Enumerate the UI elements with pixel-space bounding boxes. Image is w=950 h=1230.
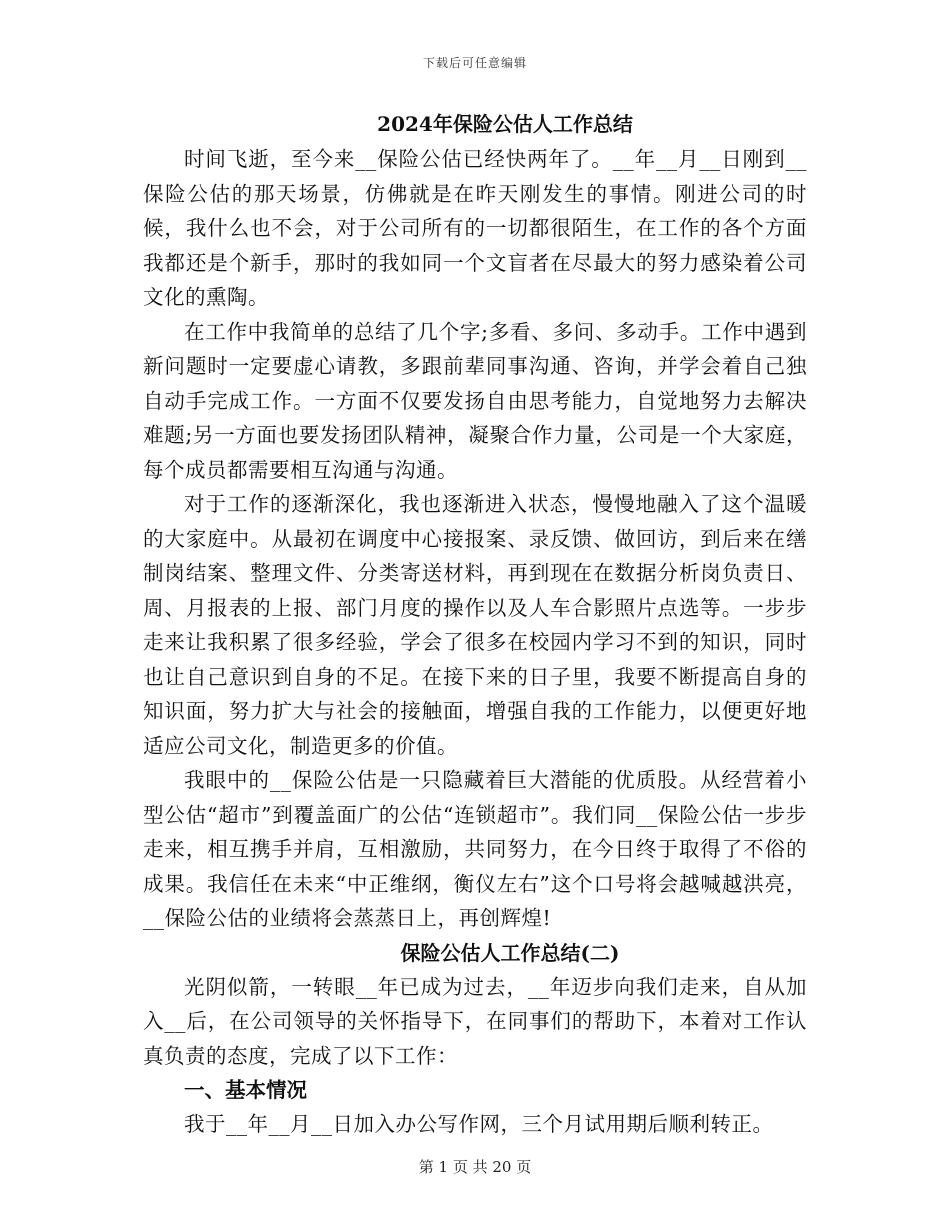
document-body [143,106,807,1142]
section-heading: 一、基本情况 [184,1078,307,1102]
paragraph: 在工作中我简单的总结了几个字;多看、多问、多动手。工作中遇到新问题时一定要虚心请教，多跟前辈同事沟通、咨询，并学会着自己独自动手完成工作。一方面不仅要发扬自由思考能力，自觉地努力去解决难题;另一方面也要发扬团队精神，凝聚合作力量，公司是一个大家庭，每个成员都需要相互沟通与沟通。 [143,319,807,482]
paragraph: 我眼中的__保险公估是一只隐藏着巨大潜能的优质股。从经营着小型公估“超市”到覆盖面广的公估“连锁超市”。我们同__保险公估一步步走来，相互携手并肩，互相激励，共同努力，在今日终于取得了不俗的成果。我信任在未来“中正维纲，衡仪左右”这个口号将会越喊越洪亮，__保险公估的业绩将会蒸蒸日上，再创辉煌! [143,768,807,930]
paragraph: 对于工作的逐渐深化，我也逐渐进入状态，慢慢地融入了这个温暖的大家庭中。从最初在调度中心接报案、录反馈、做回访，到后来在缮制岗结案、整理文件、分类寄送材料，再到现在在数据分析岗负责日、周、月报表的上报、部门月度的操作以及人车合影照片点选等。一步步走来让我积累了很多经验，学会了很多在校园内学习不到的知识，同时也让自己意识到自身的不足。在接下来的日子里，我要不断提高自身的知识面，努力扩大与社会的接触面，增强自我的工作能力，以便更好地适应公司文化，制造更多的价值。 [143,492,807,758]
paragraph: 我于__年__月__日加入办公写作网，三个月试用期后顺利转正。 [184,1112,774,1136]
page-number: 第 1 页 共 20 页 [418,1158,532,1176]
paragraph: 光阴似箭，一转眼__年已成为过去，__年迈步向我们走来，自从加入__后，在公司领导的关怀指导下，在同事们的帮助下，本着对工作认真负责的态度，完成了以下工作： [143,974,807,1068]
header-note: 下载后可任意编辑 [422,56,527,70]
document-title: 2024年保险公估人工作总结 [377,112,633,136]
section-title: 保险公估人工作总结(二) [400,940,620,965]
paragraph: 时间飞逝，至今来__保险公估已经快两年了。__年__月__日刚到__保险公估的那天场景，仿佛就是在昨天刚发生的事情。刚进公司的时候，我什么也不会，对于公司所有的一切都很陌生，在工作的各个方面我都还是个新手，那时的我如同一个文盲者在尽最大的努力感染着公司文化的熏陶。 [143,147,807,309]
